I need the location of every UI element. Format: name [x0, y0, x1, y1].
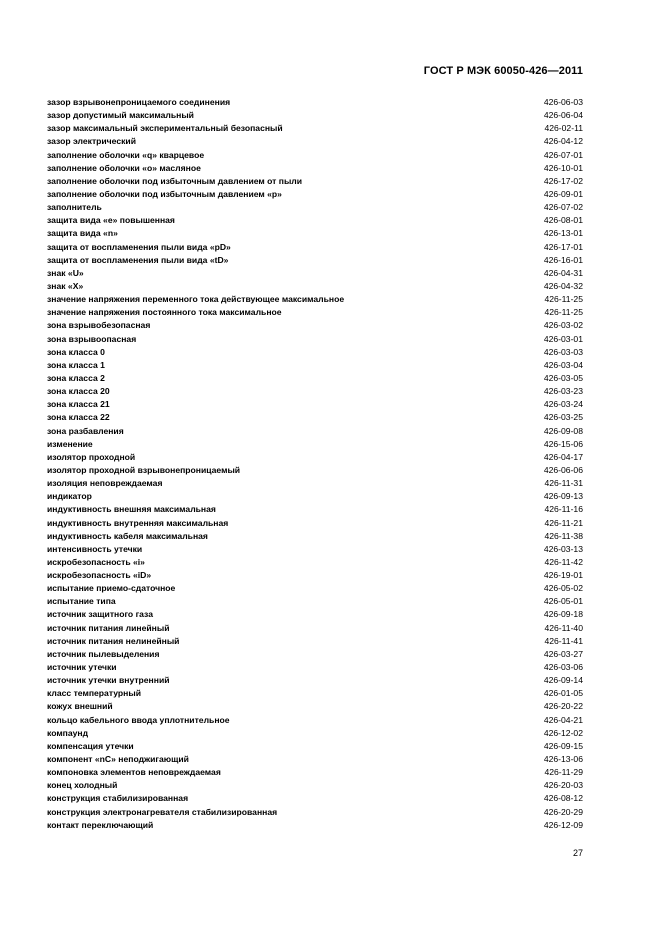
- index-entry: [47, 122, 583, 135]
- index-term: испытание приемо-сдаточное: [47, 583, 176, 594]
- index-code: 426-11-25: [544, 294, 583, 305]
- index-code: 426-04-17: [543, 451, 583, 462]
- index-code: 426-09-14: [543, 675, 583, 686]
- index-code: 426-04-12: [543, 136, 583, 147]
- index-code: 426-20-22: [543, 701, 583, 712]
- index-code: 426-03-05: [543, 372, 583, 383]
- index-code: 426-03-13: [543, 543, 583, 554]
- index-term: индуктивность кабеля максимальная: [47, 530, 208, 541]
- index-term: кожух внешний: [47, 701, 113, 712]
- index-term: индикатор: [47, 491, 92, 502]
- index-term: знак «Х»: [47, 280, 84, 291]
- index-entry: [47, 411, 583, 424]
- index-term: компонент «nC» неподжигающий: [47, 754, 189, 765]
- index-code: 426-11-31: [544, 478, 583, 489]
- index-code: 426-11-21: [544, 517, 583, 528]
- index-term: индуктивность внутренняя максимальная: [47, 517, 229, 528]
- index-code: 426-11-42: [544, 556, 583, 567]
- index-code: 426-08-12: [543, 793, 583, 804]
- index-entry: [47, 425, 583, 438]
- index-entry: [47, 700, 583, 713]
- index-term: заполнитель: [47, 202, 102, 213]
- index-entry: [47, 96, 583, 109]
- index-term: индуктивность внешняя максимальная: [47, 504, 216, 515]
- index-term: компаунд: [47, 727, 89, 738]
- index-code: 426-11-40: [544, 622, 583, 633]
- index-entry: [47, 543, 583, 556]
- index-code: 426-19-01: [543, 570, 583, 581]
- index-code: 426-11-29: [544, 767, 583, 778]
- standard-header: ГОСТ Р МЭК 60050-426—2011: [423, 65, 583, 77]
- index-entry: [47, 201, 583, 214]
- index-term: компенсация утечки: [47, 740, 134, 751]
- index-entry: [47, 727, 583, 740]
- index-term: изолятор проходной взрывонепроницаемый: [47, 464, 241, 475]
- index-entry: [47, 385, 583, 398]
- index-term: знак «U»: [47, 267, 84, 278]
- index-entry: [47, 346, 583, 359]
- index-code: 426-20-29: [543, 806, 583, 817]
- index-term: изолятор проходной: [47, 451, 136, 462]
- index-entry: [47, 293, 583, 306]
- index-entry: [47, 438, 583, 451]
- index-entry: [47, 648, 583, 661]
- index-code: 426-10-01: [543, 162, 583, 173]
- index-term: искробезопасность «i»: [47, 556, 145, 567]
- index-term: контакт переключающий: [47, 819, 154, 830]
- index-term: заполнение оболочки «o» масляное: [47, 162, 201, 173]
- index-term: заполнение оболочки под избыточным давлением от пыли: [47, 175, 303, 186]
- index-code: 426-03-23: [543, 386, 583, 397]
- index-entry: [47, 674, 583, 687]
- index-code: 426-16-01: [543, 254, 583, 265]
- index-code: 426-03-27: [543, 648, 583, 659]
- index-code: 426-12-09: [543, 819, 583, 830]
- index-entry: [47, 530, 583, 543]
- index-entry: [47, 162, 583, 175]
- index-code: 426-04-32: [543, 280, 583, 291]
- index-entry: [47, 306, 583, 319]
- index-entry: [47, 280, 583, 293]
- index-entry: [47, 188, 583, 201]
- index-entry: [47, 464, 583, 477]
- index-entry: [47, 622, 583, 635]
- index-term: зона взрывоопасная: [47, 333, 137, 344]
- index-code: 426-03-01: [543, 333, 583, 344]
- index-term: защита от воспламенения пыли вида «pD»: [47, 241, 231, 252]
- index-code: 426-03-25: [543, 412, 583, 423]
- index-term: защита вида «n»: [47, 228, 118, 239]
- index-entry: [47, 819, 583, 832]
- index-code: 426-15-06: [543, 438, 583, 449]
- index-code: 426-03-24: [543, 399, 583, 410]
- index-entry: [47, 635, 583, 648]
- index-code: 426-05-02: [543, 583, 583, 594]
- index-term: защита вида «е» повышенная: [47, 215, 175, 226]
- index-term: зазор допустимый максимальный: [47, 110, 194, 121]
- index-term: источник питания нелинейный: [47, 635, 180, 646]
- index-term: заполнение оболочки под избыточным давлением «р»: [47, 188, 282, 199]
- index-code: 426-09-01: [543, 188, 583, 199]
- index-code: 426-11-25: [544, 307, 583, 318]
- index-term: зазор электрический: [47, 136, 136, 147]
- index-code: 426-17-02: [543, 175, 583, 186]
- index-entry: [47, 451, 583, 464]
- index-entry: [47, 608, 583, 621]
- index-term: испытание типа: [47, 596, 116, 607]
- index-entry: [47, 687, 583, 700]
- index-entry: [47, 227, 583, 240]
- index-entry: [47, 595, 583, 608]
- index-code: 426-20-03: [543, 780, 583, 791]
- index-term: компоновка элементов неповреждаемая: [47, 767, 221, 778]
- index-term: зона класса 22: [47, 412, 110, 423]
- index-code: 426-04-21: [543, 714, 583, 725]
- index-entry: [47, 779, 583, 792]
- index-term: изменение: [47, 438, 93, 449]
- index-term: зазор максимальный экспериментальный безопасный: [47, 123, 283, 134]
- index-entry: [47, 582, 583, 595]
- index-code: 426-08-01: [543, 215, 583, 226]
- index-entry: [47, 753, 583, 766]
- index-code: 426-09-08: [543, 425, 583, 436]
- index-term: заполнение оболочки «q» кварцевое: [47, 149, 205, 160]
- index-term: источник защитного газа: [47, 609, 153, 620]
- index-entry: [47, 714, 583, 727]
- index-term: зона класса 21: [47, 399, 110, 410]
- index-entry: [47, 241, 583, 254]
- index-code: 426-13-01: [543, 228, 583, 239]
- index-code: 426-04-31: [543, 267, 583, 278]
- index-entry: [47, 398, 583, 411]
- index-entry: [47, 267, 583, 280]
- index-entry: [47, 503, 583, 516]
- index-term: зазор взрывонепроницаемого соединения: [47, 97, 231, 107]
- index-code: 426-07-01: [543, 149, 583, 160]
- index-term: источник пылевыделения: [47, 648, 160, 659]
- index-term: источник утечки: [47, 662, 117, 673]
- index-code: 426-03-03: [543, 346, 583, 357]
- index-entry: [47, 372, 583, 385]
- index-term: интенсивность утечки: [47, 543, 143, 554]
- index-code: 426-09-15: [543, 740, 583, 751]
- index-code: 426-11-16: [544, 504, 583, 515]
- index-entry: [47, 175, 583, 188]
- index-code: 426-06-06: [543, 464, 583, 475]
- index-term: защита от воспламенения пыли вида «tD»: [47, 254, 229, 265]
- index-code: 426-03-02: [543, 320, 583, 331]
- index-entry: [47, 359, 583, 372]
- index-term: конструкция стабилизированная: [47, 793, 189, 804]
- index-entry: [47, 319, 583, 332]
- index-term: конструкция электронагревателя стабилизированная: [47, 806, 278, 817]
- index-entry: [47, 661, 583, 674]
- index-entry: [47, 806, 583, 819]
- index-entry: [47, 740, 583, 753]
- index-term: зона класса 2: [47, 372, 105, 383]
- index-term: изоляция неповреждаемая: [47, 478, 163, 489]
- index-entry: [47, 135, 583, 148]
- index-term: зона класса 0: [47, 346, 105, 357]
- index-entry: [47, 766, 583, 779]
- index-entry: [47, 792, 583, 805]
- index-term: зона класса 20: [47, 386, 110, 397]
- index-code: 426-07-02: [543, 202, 583, 213]
- page-number: 27: [572, 848, 583, 858]
- index-term: зона класса 1: [47, 359, 105, 370]
- index-code: 426-03-06: [543, 662, 583, 673]
- index-entry: [47, 109, 583, 122]
- index-term: зона разбавления: [47, 425, 124, 436]
- index-code: 426-02-11: [544, 123, 583, 134]
- index-term: значение напряжения переменного тока действующее максимальное: [47, 294, 345, 305]
- index-code: 426-06-03: [543, 97, 583, 107]
- index-entry: [47, 477, 583, 490]
- index-code: 426-06-04: [543, 110, 583, 121]
- index-code: 426-12-02: [543, 727, 583, 738]
- index-entry: [47, 149, 583, 162]
- index-term: искробезопасность «iD»: [47, 570, 152, 581]
- index-entry: [47, 333, 583, 346]
- index-entry: [47, 517, 583, 530]
- index-term: значение напряжения постоянного тока максимальное: [47, 307, 282, 318]
- index-code: 426-01-05: [543, 688, 583, 699]
- index-code: 426-03-04: [543, 359, 583, 370]
- index-term: источник питания линейный: [47, 622, 170, 633]
- index-entry: [47, 254, 583, 267]
- index-code: 426-09-13: [543, 491, 583, 502]
- index-code: 426-11-41: [544, 635, 583, 646]
- index-term: кольцо кабельного ввода уплотнительное: [47, 714, 230, 725]
- index-code: 426-13-06: [543, 754, 583, 765]
- index-entry: [47, 214, 583, 227]
- index-entry: [47, 490, 583, 503]
- index-code: 426-11-38: [544, 530, 583, 541]
- index-code: 426-09-18: [543, 609, 583, 620]
- index-term: класс температурный: [47, 688, 141, 699]
- index-term: зона взрывобезопасная: [47, 320, 151, 331]
- index-term: источник утечки внутренний: [47, 675, 170, 686]
- index-entry: [47, 569, 583, 582]
- term-index-list: [47, 96, 583, 832]
- index-entry: [47, 556, 583, 569]
- index-code: 426-05-01: [543, 596, 583, 607]
- index-code: 426-17-01: [543, 241, 583, 252]
- index-term: конец холодный: [47, 780, 118, 791]
